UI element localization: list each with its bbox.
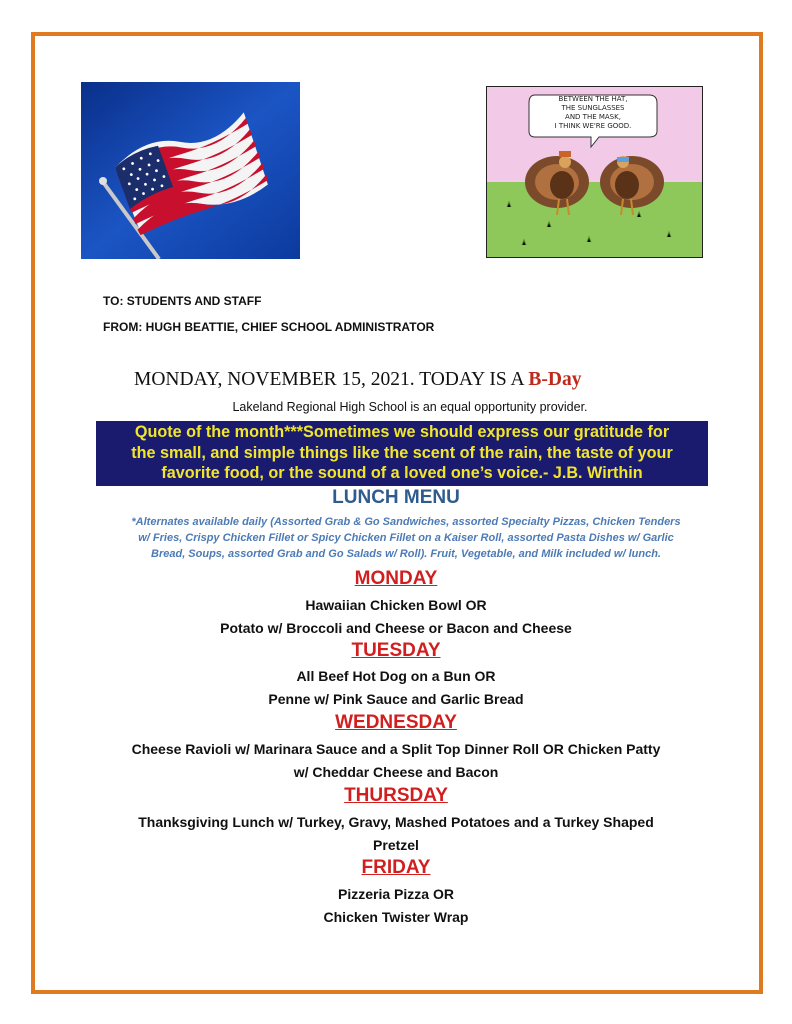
day-heading-monday: MONDAY (354, 568, 438, 589)
meal-tuesday (0, 665, 792, 710)
cartoon-speech-bubble: BETWEEN THE HAT, THE SUNGLASSES AND THE MASK, I THINK WE'RE GOOD. (554, 95, 632, 130)
to-recipient: TO: STUDENTS AND STAFF (103, 294, 262, 308)
equal-opportunity-statement: Lakeland Regional High School is an equal opportunity provider. (232, 400, 588, 414)
meal-line: Pretzel (373, 836, 419, 853)
day-type-badge: B-Day (528, 369, 582, 390)
meal-line: Penne w/ Pink Sauce and Garlic Bread (268, 690, 524, 707)
lunch-menu-title: LUNCH MENU (332, 487, 460, 508)
meal-monday (0, 594, 792, 639)
meal-line: Thanksgiving Lunch w/ Turkey, Gravy, Mashed Potatoes and a Turkey Shaped (138, 814, 654, 830)
meal-line: Chicken Twister Wrap (323, 908, 469, 925)
meal-line: All Beef Hot Dog on a Bun OR (296, 668, 496, 684)
alternates-line: Bread, Soups, assorted Grab and Go Salads w/ Roll). Fruit, Vegetable, and Milk included w/ lunch. (151, 548, 661, 560)
meal-line: Hawaiian Chicken Bowl OR (305, 597, 487, 613)
date-heading (134, 369, 582, 391)
meal-line: Potato w/ Broccoli and Cheese or Bacon and Cheese (220, 619, 572, 636)
meal-friday (0, 883, 792, 928)
meal-line: w/ Cheddar Cheese and Bacon (293, 763, 499, 780)
date-text: MONDAY, NOVEMBER 15, 2021. TODAY IS A (134, 369, 529, 390)
day-heading-tuesday: TUESDAY (351, 640, 441, 661)
from-sender: FROM: HUGH BEATTIE, CHIEF SCHOOL ADMINISTRATOR (103, 320, 435, 334)
day-heading-thursday: THURSDAY (344, 785, 448, 806)
quote-of-the-month (96, 421, 708, 486)
alternates-line: w/ Fries, Crispy Chicken Fillet or Spicy Chicken Fillet on a Kaiser Roll, assorted Pasta Dishes w/ Garlic (138, 532, 674, 544)
meal-line: Pizzeria Pizza OR (338, 886, 454, 902)
quote-line: Quote of the month***Sometimes we should express our gratitude for (134, 423, 670, 441)
alternates-note (96, 514, 716, 562)
meal-thursday (0, 811, 792, 856)
turkey-cartoon-image (486, 86, 703, 258)
quote-line: the small, and simple things like the scent of the rain, the taste of your (131, 443, 673, 462)
day-heading-wednesday: WEDNESDAY (335, 712, 457, 733)
day-heading-friday: FRIDAY (361, 857, 431, 878)
american-flag-image (81, 82, 300, 259)
alternates-line: *Alternates available daily (Assorted Grab & Go Sandwiches, assorted Specialty Pizzas, Chicken Tenders (131, 516, 681, 528)
meal-wednesday (0, 738, 792, 783)
quote-line: favorite food, or the sound of a loved one’s voice.- J.B. Wirthin (161, 464, 643, 482)
meal-line: Cheese Ravioli w/ Marinara Sauce and a Split Top Dinner Roll OR Chicken Patty (131, 741, 661, 757)
